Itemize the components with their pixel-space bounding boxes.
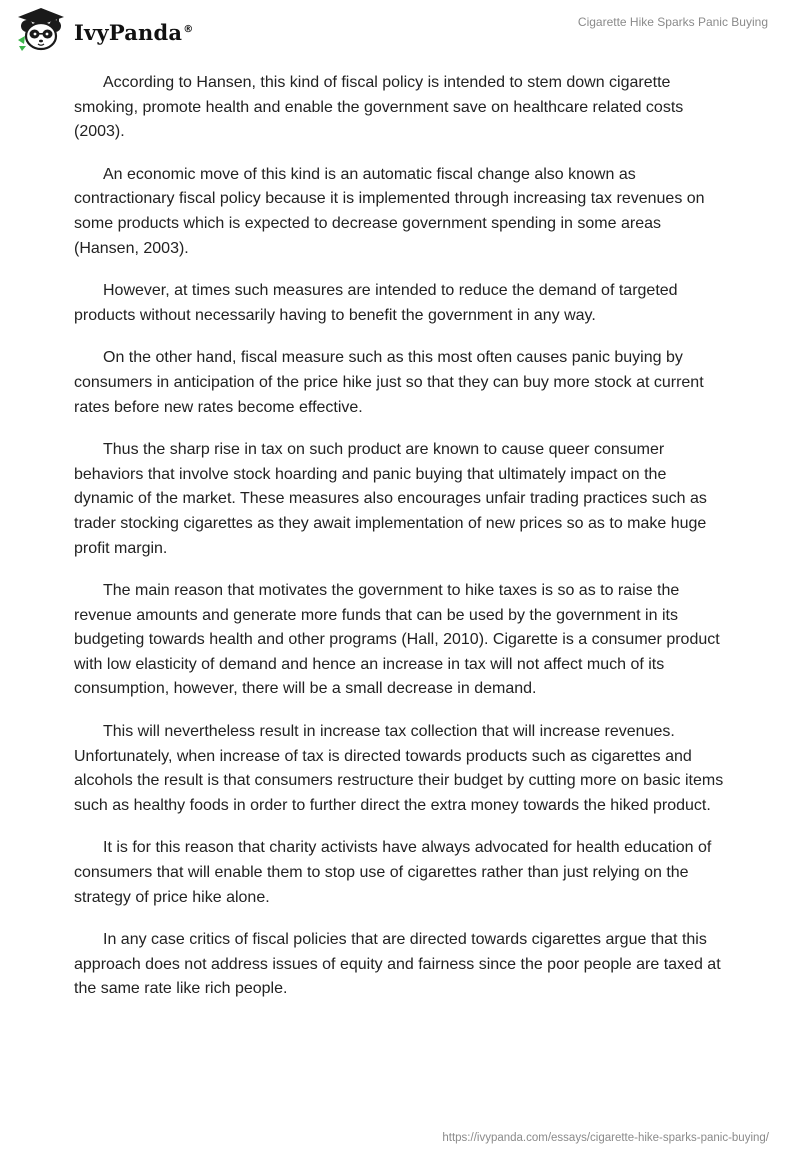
paragraph: Thus the sharp rise in tax on such product are known to cause queer consumer behaviors that involve stock hoarding and panic buying that ultimately impact on the dynamic of the market. These measures also encourages unfair trading practices such as trader stocking cigarettes as they await implementation of new prices so as to make huge profit margin. bbox=[74, 441, 707, 557]
brand-logo[interactable] bbox=[14, 6, 193, 54]
paragraph: This will nevertheless result in increase tax collection that will increase revenues. Unfortunately, when increase of tax is directed towards products such as cigarettes and alcohols the result is that consumers restructure their budget by cutting more on basic items such as healthy foods in order to further direct the extra money towards the hiked product. bbox=[74, 723, 724, 814]
paragraph: On the other hand, fiscal measure such as this most often causes panic buying by consumers in anticipation of the price hike just so that they can buy more stock at current rates before new rates become effective. bbox=[74, 349, 704, 416]
paragraph: However, at times such measures are intended to reduce the demand of targeted products without necessarily having to benefit the government in any way. bbox=[74, 282, 678, 324]
paragraph: In any case critics of fiscal policies that are directed towards cigarettes argue that this approach does not address issues of equity and fairness since the poor people are taxed at the same rate like rich people. bbox=[74, 931, 721, 998]
paragraph: The main reason that motivates the government to hike taxes is so as to raise the revenue amounts and generate more funds that can be used by the government in its budgeting towards health and other programs (Hall, 2010). Cigarette is a consumer product with low elasticity of demand and hence an increase in tax will not affect much of its consumption, however, there will be a small decrease in demand. bbox=[74, 582, 720, 698]
paragraph: According to Hansen, this kind of fiscal policy is intended to stem down cigarette smoking, promote health and enable the government save on healthcare related costs (2003). bbox=[74, 74, 684, 141]
registered-mark: ® bbox=[183, 23, 194, 35]
essay-body bbox=[74, 71, 724, 1020]
panda-graduate-icon bbox=[14, 6, 68, 54]
document-title: Cigarette Hike Sparks Panic Buying bbox=[577, 15, 768, 29]
paragraph: It is for this reason that charity activists have always advocated for health education of consumers that will enable them to stop use of cigarettes rather than just relying on the strategy of price hike alone. bbox=[74, 839, 712, 906]
brand-name: IvyPanda® bbox=[74, 19, 194, 45]
paragraph: An economic move of this kind is an automatic fiscal change also known as contractionary fiscal policy because it is implemented through increasing tax revenues on some products which is expected to decrease government spending in some areas (Hansen, 2003). bbox=[74, 165, 705, 257]
source-url[interactable]: https://ivypanda.com/essays/cigarette-hike-sparks-panic-buying/ bbox=[442, 1132, 769, 1144]
page-header bbox=[0, 0, 800, 60]
